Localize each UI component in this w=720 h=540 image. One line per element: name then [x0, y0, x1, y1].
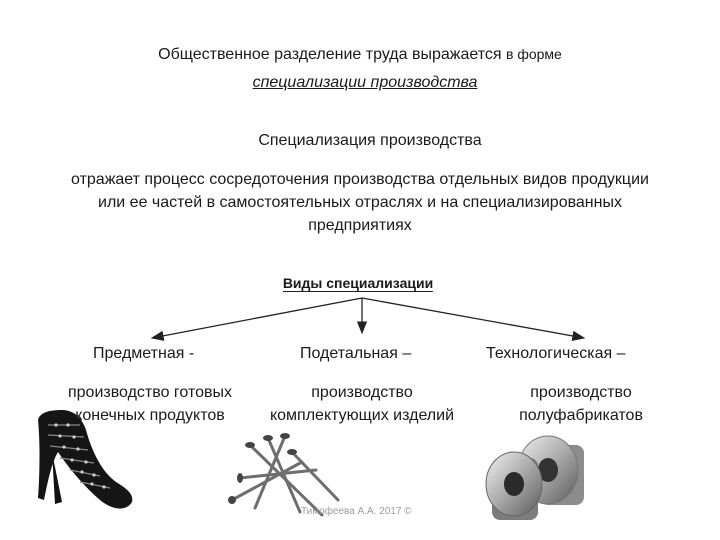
type-description-technological: производство полуфабрикатов — [519, 384, 643, 424]
type-title-technological: Технологическая – — [486, 345, 626, 362]
arrow-left — [152, 298, 362, 338]
type-description-subject: производство готовых конечных продуктов — [67, 384, 232, 424]
type-description-detail: производство комплектующих изделий — [269, 384, 455, 424]
specialization-title: Специализация производства — [258, 132, 482, 149]
footer-copyright: Тимофеева А.А. 2017 © — [301, 506, 412, 517]
intro-line-1-small: в форме — [506, 46, 562, 62]
nails-icon — [228, 433, 338, 515]
arrow-right — [362, 298, 584, 338]
steel-coils-icon — [486, 436, 584, 520]
type-title-subject: Предметная - — [93, 345, 195, 362]
intro-line-1-main: Общественное разделение труда выражается — [158, 46, 502, 63]
types-heading-text: Виды специализации — [282, 275, 434, 291]
type-title-detail: Подетальная – — [300, 345, 412, 362]
intro-line-2-text: специализации производства — [252, 74, 478, 91]
specialization-description: отражает процесс сосредоточения производства отдельных видов продукции или ее частей в самостоятельных отраслях и на специализированных предприятиях — [71, 171, 649, 234]
